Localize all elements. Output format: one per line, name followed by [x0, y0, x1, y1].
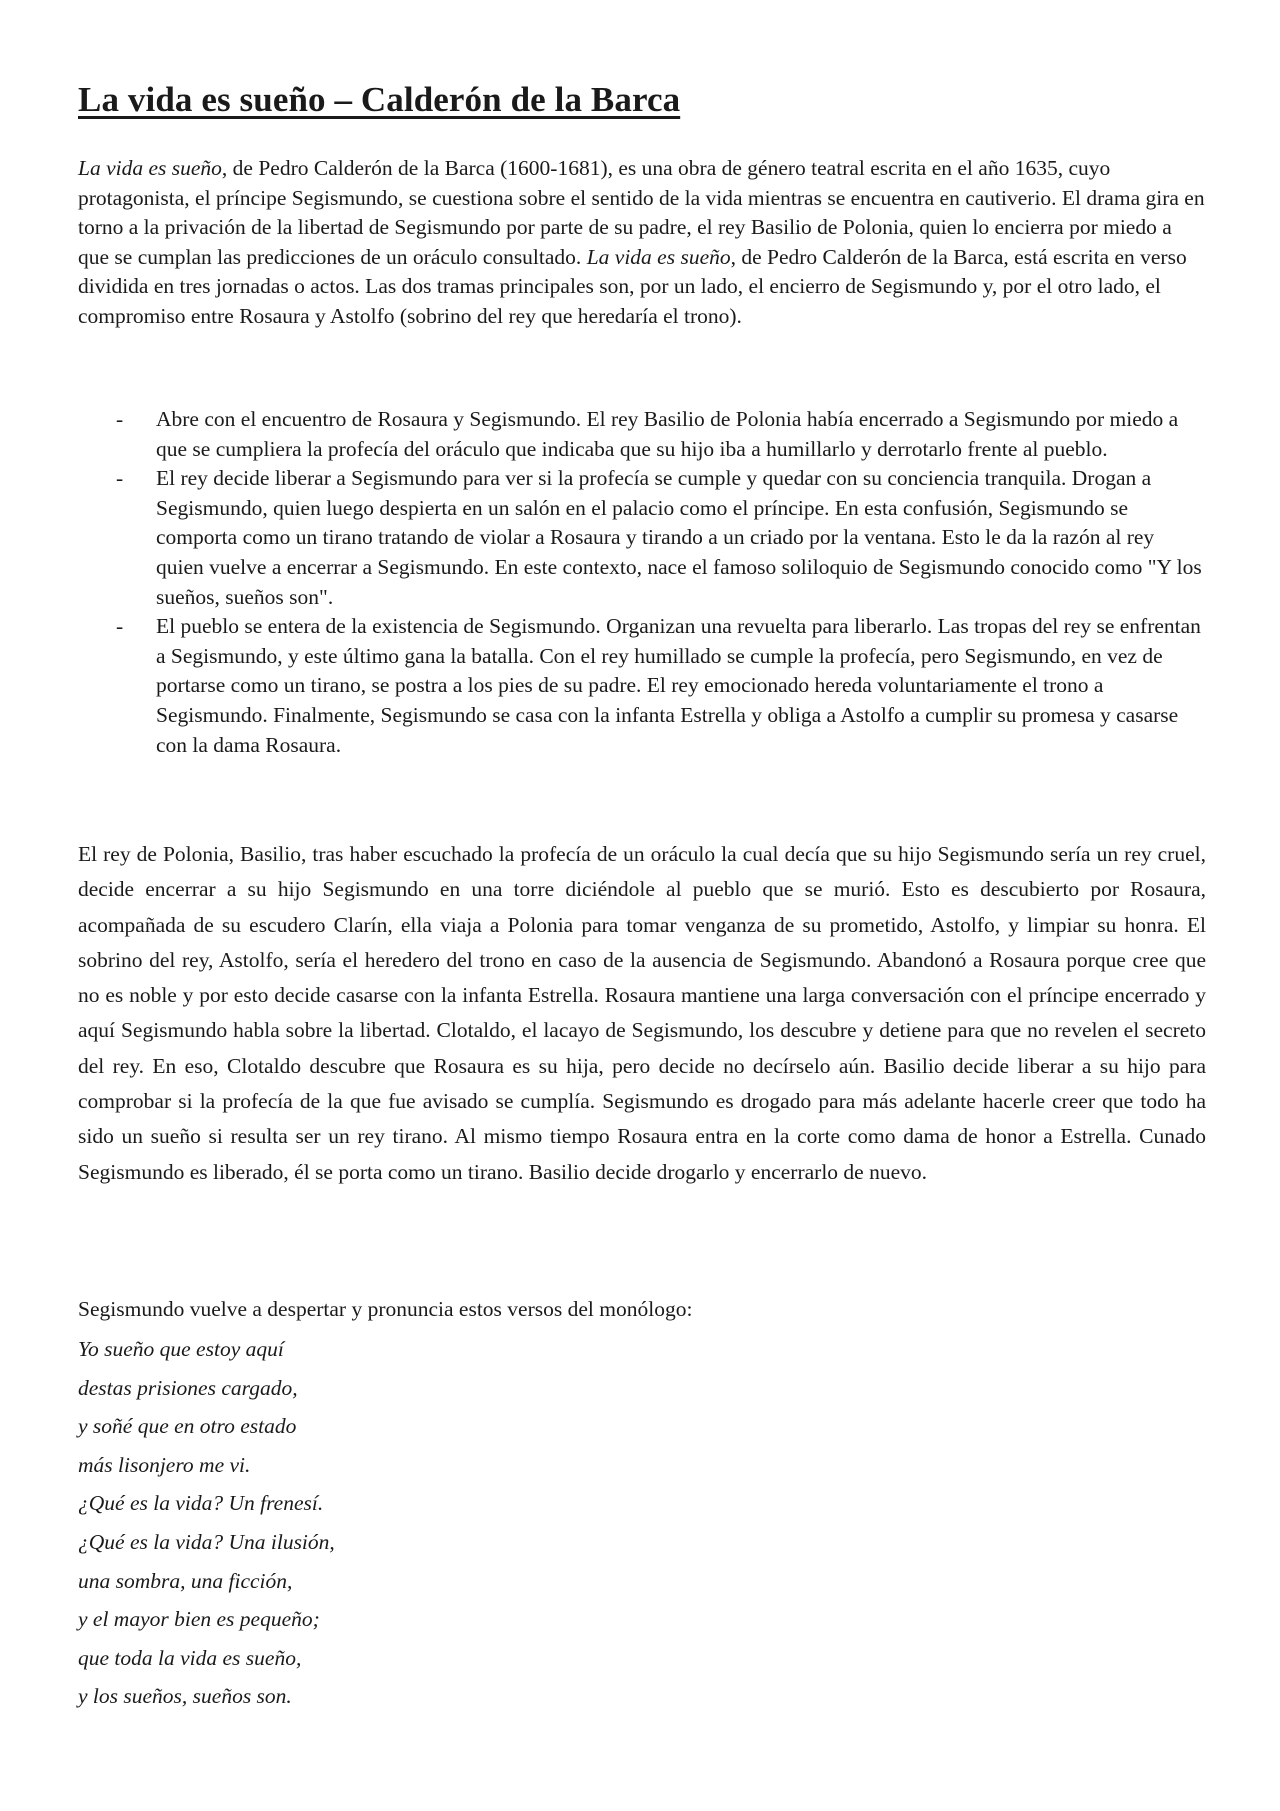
document-title: La vida es sueño – Calderón de la Barca — [78, 80, 681, 119]
list-item — [78, 464, 1206, 612]
list-item-text: El pueblo se entera de la existencia de Segismundo. Organizan una revuelta para liberarlo. Las tropas del rey se enfrentan a Segismundo, y este último gana la batalla. Con el rey humillado se cumple la profecía, pero Segismundo, en vez de portarse como un tirano, se postra a los pies de su padre. El rey emocionado hereda voluntariamente el trono a Segismundo. Finalmente, Segismundo se casa con la infanta Estrella y obliga a Astolfo a cumplir su promesa y casarse con la dama Rosaura. — [156, 614, 1201, 757]
list-item-text: El rey decide liberar a Segismundo para ver si la profecía se cumple y quedar con su conciencia tranquila. Drogan a Segismundo, quien luego despierta en un salón en el palacio como el príncipe. En esta confusión, Segismundo se comporta como un tirano tratando de violar a Rosaura y tirando a un criado por la ventana. Esto le da la razón al rey quien vuelve a encerrar a Segismundo. En este contexto, nace el famoso soliloquio de Segismundo conocido como "Y los sueños, sueños son". — [156, 466, 1202, 609]
poem-line: ¿Qué es la vida? Una ilusión, — [78, 1529, 335, 1554]
dash-bullet-icon: - — [116, 466, 124, 491]
poem-verses — [78, 1330, 335, 1716]
poem-line: y soñé que en otro estado — [78, 1414, 297, 1439]
poem-line: ¿Qué es la vida? Un frenesí. — [78, 1491, 324, 1516]
poem-line: destas prisiones cargado, — [78, 1375, 298, 1400]
acts-list — [78, 405, 1206, 760]
list-item — [78, 612, 1206, 760]
poem-line: más lisonjero me vi. — [78, 1452, 251, 1477]
poem-line: Yo sueño que estoy aquí — [78, 1337, 284, 1361]
poem-line: que toda la vida es sueño, — [78, 1645, 302, 1670]
list-item-text: Abre con el encuentro de Rosaura y Segismundo. El rey Basilio de Polonia había encerrado a Segismundo por miedo a que se cumpliera la profecía del oráculo que indicaba que su hijo iba a humillarlo y derrotarlo frente al pueblo. — [156, 407, 1179, 461]
dash-bullet-icon: - — [116, 407, 124, 431]
poem-intro: Segismundo vuelve a despertar y pronuncia estos versos del monólogo: — [78, 1297, 693, 1321]
summary-paragraph: El rey de Polonia, Basilio, tras haber escuchado la profecía de un oráculo la cual decía que su hijo Segismundo sería un rey cruel, decide encerrar a su hijo Segismundo en una torre diciéndole al pueblo que se murió. Esto es descubierto por Rosaura, acompañada de su escudero Clarín, ella viaja a Polonia para tomar venganza de su prometido, Astolfo, y limpiar su honra. El sobrino del rey, Astolfo, sería el heredero del trono en caso de la ausencia de Segismundo. Abandonó a Rosaura porque cree que no es noble y por esto decide casarse con la infanta Estrella. Rosaura mantiene una larga conversación con el príncipe encerrado y aquí Segismundo habla sobre la libertad. Clotaldo, el lacayo de Segismundo, los descubre y detiene para que no revelen el secreto del rey. En eso, Clotaldo descubre que Rosaura es su hija, pero decide no decírselo aún. Basilio decide liberar a su hijo para comprobar si la profecía de la que fue avisado se cumplía. Segismundo es drogado para más adelante hacerle creer que todo ha sido un sueño si resulta ser un rey tirano. Al mismo tiempo Rosaura entra en la corte como dama de honor a Estrella. Cunado Segismundo es liberado, él se porta como un tirano. Basilio decide drogarlo y encerrarlo de nuevo. — [78, 842, 1206, 1184]
intro-text-2: , de Pedro Calderón de la Barca, está escrita en verso dividida en tres jornadas o actos. Las dos tramas principales son, por un lado, el encierro de Segismundo y, por el otro lado, el compromiso entre Rosaura y Astolfo (sobrino del rey que heredaría el trono). — [78, 244, 1187, 328]
intro-text-1: , de Pedro Calderón de la Barca (1600-1681), es una obra de género teatral escrita en el año 1635, cuyo protagonista, el príncipe Segismundo, se cuestiona sobre el sentido de la vida mientras se encuentra en cautiverio. El drama gira en torno a la privación de la libertad de Segismundo por parte de su padre, el rey Basilio de Polonia, quien lo encierra por miedo a que se cumplan las predicciones de un oráculo consultado. — [78, 156, 1205, 269]
list-item — [78, 405, 1206, 464]
poem-line: y los sueños, sueños son. — [78, 1684, 292, 1709]
work-title-italic: La vida es sueño — [78, 156, 222, 180]
work-title-italic: La vida es sueño — [586, 244, 731, 269]
poem-line: y el mayor bien es pequeño; — [78, 1607, 320, 1632]
dash-bullet-icon: - — [116, 614, 124, 639]
intro-paragraph — [78, 154, 1206, 332]
poem-line: una sombra, una ficción, — [78, 1568, 293, 1593]
